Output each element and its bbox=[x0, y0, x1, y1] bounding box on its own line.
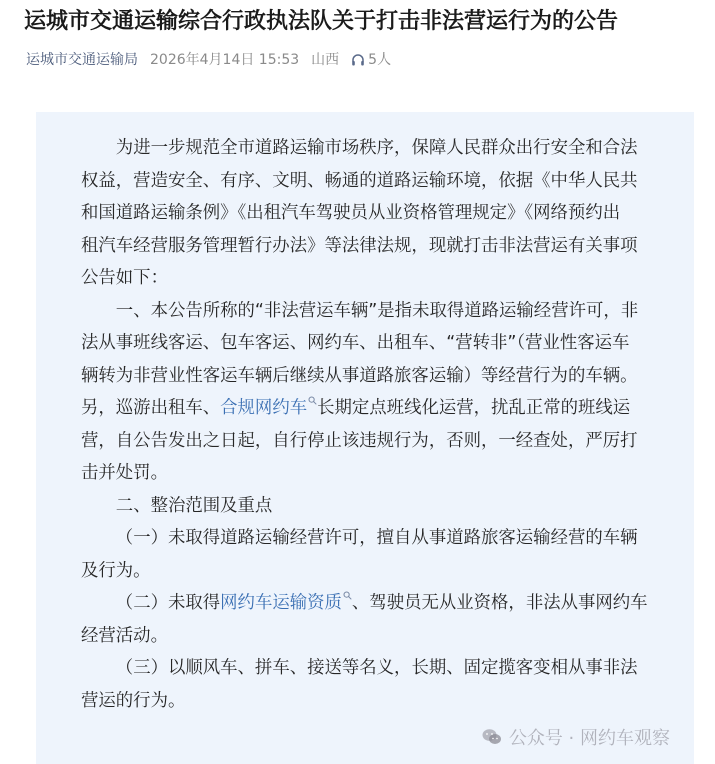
text-line: 营运的行为。 bbox=[81, 690, 186, 711]
text-line: 营，自公告发出之日起，自行停止该违规行为，否则，一经查处，严厉打 bbox=[81, 430, 638, 451]
article-title: 运城市交通运输综合行政执法队关于打击非法营运行为的公告 bbox=[24, 9, 619, 34]
announcement-body bbox=[36, 112, 694, 764]
paragraph-item-1 bbox=[81, 522, 685, 587]
text-line: （三）以顺风车、拼车、接送等名义，长期、固定揽客变相从事非法 bbox=[115, 658, 638, 678]
text-line: 及行为。 bbox=[81, 560, 151, 581]
headphone-icon bbox=[351, 53, 365, 67]
paragraph-definition bbox=[81, 295, 685, 490]
text-segment: 另，巡游出租车、 bbox=[81, 398, 221, 418]
body-text bbox=[81, 132, 685, 717]
listener-count: 5人 bbox=[368, 52, 392, 68]
text-segment: 、驾驶员无从业资格，非法从事网约车 bbox=[351, 593, 648, 613]
search-icon bbox=[308, 396, 317, 405]
text-line bbox=[46, 392, 685, 425]
watermark-text: 公众号 · 网约车观察 bbox=[508, 728, 670, 749]
article-meta bbox=[26, 50, 391, 70]
text-line: 公告如下： bbox=[81, 268, 168, 288]
text-segment: 长期定点班线化运营，扰乱正常的班线运 bbox=[317, 398, 631, 418]
article-source[interactable]: 运城市交通运输局 bbox=[26, 52, 138, 68]
text-line: 击并处罚。 bbox=[81, 463, 168, 483]
listen-button[interactable] bbox=[351, 50, 391, 70]
watermark bbox=[481, 724, 670, 750]
compliant-ride-hailing-link[interactable]: 合规网约车 bbox=[220, 398, 308, 418]
search-icon bbox=[343, 591, 352, 600]
text-line: 为进一步规范全市道路运输市场秩序，保障人民群众出行安全和合法 bbox=[115, 138, 638, 158]
text-line: 和国道路运输条例》《出租汽车驾驶员从业资格管理规定》《网络预约出 bbox=[81, 203, 621, 223]
text-line: （一）未取得道路运输经营许可，擅自从事道路旅客运输经营的车辆 bbox=[115, 528, 638, 548]
text-line: 辆转为非营业性客运车辆后继续从事道路旅客运输）等经营行为的车辆。 bbox=[81, 365, 638, 386]
text-segment: （二）未取得 bbox=[115, 593, 221, 613]
section-heading-scope bbox=[81, 490, 685, 523]
paragraph-intro bbox=[81, 132, 685, 295]
ride-hailing-qualification-link[interactable]: 网约车运输资质 bbox=[220, 593, 342, 613]
article-datetime: 2026年4月14日 15:53 bbox=[150, 52, 300, 68]
text-line bbox=[81, 587, 685, 620]
wechat-icon bbox=[481, 726, 503, 748]
text-line: 法从事班线客运、包车客运、网约车、出租车、“营转非”（营业性客运车 bbox=[81, 333, 630, 353]
text-line: 权益，营造安全、有序、文明、畅通的道路运输环境，依据《中华人民共 bbox=[81, 170, 638, 191]
text-line: 经营活动。 bbox=[81, 625, 168, 646]
text-line: 二、整治范围及重点 bbox=[115, 495, 273, 516]
paragraph-item-3 bbox=[81, 652, 685, 717]
article-location: 山西 bbox=[311, 52, 340, 68]
text-line: 一、本公告所称的“非法营运车辆”是指未取得道路运输经营许可，非 bbox=[115, 300, 639, 321]
text-line: 租汽车经营服务管理暂行办法》等法律法规，现就打击非法营运有关事项 bbox=[81, 235, 638, 256]
paragraph-item-2 bbox=[81, 587, 685, 652]
